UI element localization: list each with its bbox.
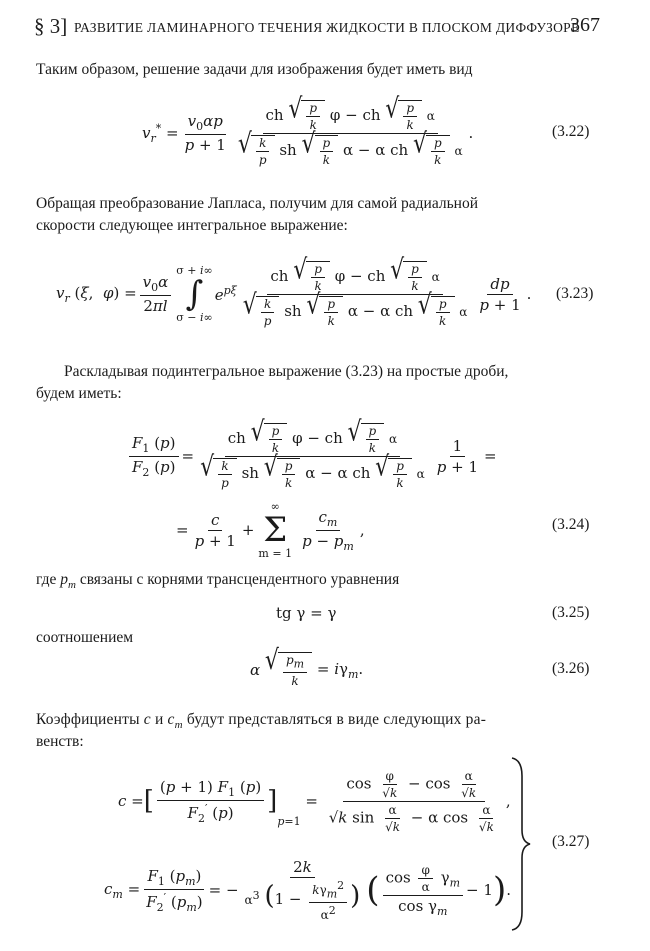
right-brace xyxy=(510,756,532,932)
paragraph-6-line-2: венств: xyxy=(36,733,84,750)
equation-number-3-22: (3.22) xyxy=(552,123,590,140)
equation-3-24-line-1: $\frac{F_1 (p)}{F_2 (p)}$ = ch √ $\frac{p}{k}$ φ − ch √ $\frac{p}{k}$ α √ $\frac{k}{p}$ sh √ $\frac{p}{k}$ α − α ch √ $\frac{p}{k}$ α $\frac{1}{p + 1}$ = xyxy=(126,416,497,496)
equation-number-3-24: (3.24) xyxy=(552,516,590,533)
paragraph-2-line-1: Обращая преобразование Лапласа, получим для самой радиальной xyxy=(36,195,479,212)
equation-3-27-line-1: c = [ $\frac{(p + 1) F_1 (p)}{F_2' (p)}$ ] p=1 = cos $\frac{\varphi}{√k}$ − cos $\frac{\alpha}{√k}$ √k sin $\frac{\alpha}{√k}$ − α cos $\frac{\alpha}{√k}$ , xyxy=(118,768,511,834)
equation-3-22: $v_r^*$ = $\frac{v_0\alpha p}{p + 1}$ ch √ $\frac{p}{k}$ φ − ch √ $\frac{p}{k}$ α √ $\frac{k}{p}$ sh √ $\frac{p}{k}$ α − α ch √ $\frac{p}{k}$ α . xyxy=(142,93,474,167)
section-mark: § 3] xyxy=(34,14,68,38)
equation-number-3-23: (3.23) xyxy=(556,285,594,302)
paragraph-6-line-1: Коэффициенты c и $c_m$ будут представляться в виде следующих ра- xyxy=(36,711,487,732)
equation-3-24-line-2: = $\frac{c}{p + 1}$ + ∞ Σ m = 1 $\frac{c_m}{p - p_m}$ , xyxy=(176,500,365,560)
paragraph-2-line-2: скорости следующее интегральное выражение: xyxy=(36,217,348,234)
equation-3-27-line-2: $c_m$ = $\frac{F_1 (p_m)}{F_2' (p_m)}$ = − 2k $\alpha^3$ (1 − $\frac{k\gamma_m^2}{\alpha^2}$ ) ( cos $\frac{\varphi}{\alpha}$ $\gamma_m$ $\cos \gamma_m$ − 1 ) . xyxy=(104,858,511,922)
paragraph-5: соотношением xyxy=(36,629,134,646)
equation-3-26: α √ $\frac{p_m}{k}$ = $i\gamma_m$. xyxy=(250,645,364,688)
running-header xyxy=(34,14,604,48)
equation-number-3-26: (3.26) xyxy=(552,660,590,677)
sum-lower-limit: m = 1 xyxy=(258,547,293,560)
equation-number-3-27: (3.27) xyxy=(552,833,590,850)
paragraph-3-line-2: будем иметь: xyxy=(36,385,122,402)
equation-number-3-25: (3.25) xyxy=(552,604,590,621)
equation-3-25: tg γ = γ xyxy=(276,604,337,622)
sum-upper-limit: ∞ xyxy=(270,500,280,513)
page-number: 367 xyxy=(570,14,600,36)
paragraph-1: Таким образом, решение задачи для изображения будет иметь вид xyxy=(36,61,473,78)
paragraph-3-line-1: Раскладывая подинтегральное выражение (3.23) на простые дроби, xyxy=(64,363,509,380)
eq-3-24-c: c xyxy=(211,510,220,529)
equation-3-23: $v_r$ (ξ, φ) = $\frac{v_0\alpha}{2\pi l}$ σ + i∞ ∫ σ − i∞ $e^{p\xi}$ ch √ $\frac{p}{k}$ φ − ch √ $\frac{p}{k}$ α √ $\frac{k}{p}$ sh √ $\frac{p}{k}$ α − α ch √ $\frac{p}{k}$ α $\frac{dp}{p + 1}$ . xyxy=(56,254,532,328)
paragraph-4: где $p_m$ связаны с корнями трансцендентного уравнения xyxy=(36,571,400,592)
header-title: РАЗВИТИЕ ЛАМИНАРНОГО ТЕЧЕНИЯ ЖИДКОСТИ В ПЛОСКОМ ДИФФУЗОРЕ xyxy=(74,20,580,35)
